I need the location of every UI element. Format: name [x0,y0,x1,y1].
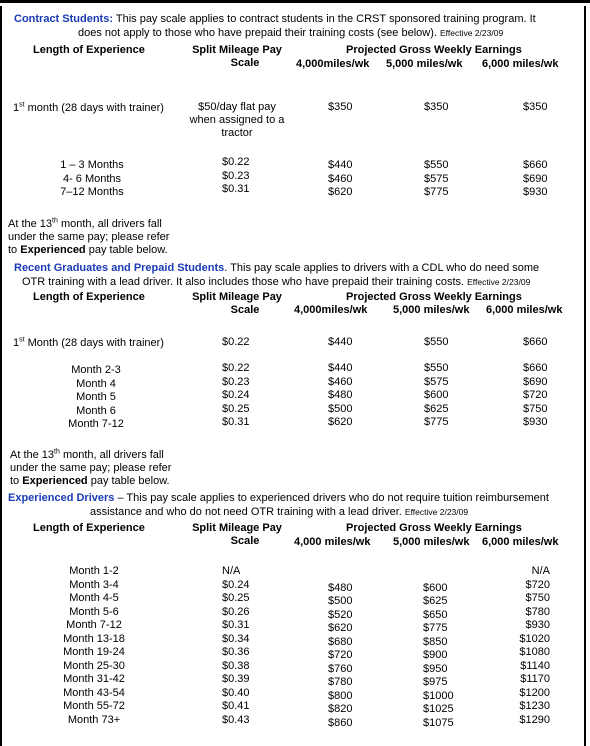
contract-scale-col [222,156,250,197]
experienced-desc1: – This pay scale applies to experienced drivers who do not require tuition reimbursement [114,492,549,504]
recent-label: Month 7-12 [68,418,124,430]
experienced-header-split-line2: Scale [230,535,260,547]
contract-c2: $550 [424,159,449,171]
recent-first-sup: st [19,336,25,344]
recent-c1: $480 [328,389,353,401]
experienced-label: Month 55-72 [63,700,125,712]
experienced-label: Month 19-24 [63,646,125,658]
recent-note-sup: th [54,448,60,456]
experienced-c2: $775 [423,622,448,634]
experienced-scale: $0.34 [222,632,250,645]
experienced-c1: $620 [328,622,353,634]
experienced-c1 [328,568,352,582]
contract-header-c2: 5,000 miles/wk [386,58,463,70]
contract-note-post: month, all drivers fall [57,218,162,230]
contract-scale: $0.22 [222,156,250,168]
experienced-c3: $1080 [519,646,550,658]
experienced-c1: $480 [328,581,353,594]
experienced-c2: $1025 [423,703,454,715]
contract-label: 4- 6 Months [62,172,122,185]
experienced-c3-col [514,565,550,727]
recent-note [10,449,171,488]
recent-label: Month 4 [76,377,116,390]
experienced-header-split-line1: Split Mileage Pay [192,522,282,534]
contract-desc1: This pay scale applies to contract students in the CRST sponsored training program. It [115,13,536,25]
contract-first-c2: $350 [424,101,449,113]
recent-first-month-label [13,337,164,350]
recent-c3: $720 [523,389,548,401]
experienced-intro-line1 [8,492,549,505]
experienced-c2-col [423,568,454,730]
experienced-scale: $0.40 [222,686,250,699]
experienced-c1: $800 [328,689,353,702]
experienced-row-labels [42,565,146,727]
recent-c3-col [523,362,547,430]
recent-c2: $600 [424,389,449,401]
experienced-c3: $1290 [519,713,550,726]
experienced-c1: $720 [328,649,353,661]
experienced-label: Month 31-42 [63,673,125,685]
experienced-label: Month 43-54 [63,686,125,699]
experienced-c2: $1075 [423,716,454,729]
experienced-label: Month 25-30 [63,659,125,672]
recent-c2-col [424,362,448,430]
experienced-c3: $1140 [520,659,550,672]
experienced-title: Experienced Drivers [8,492,115,504]
contract-header-split [178,44,296,70]
experienced-label: Month 1-2 [69,565,119,577]
experienced-scale: $0.31 [222,619,250,631]
recent-first-pre: 1 [13,337,20,349]
contract-note-pre: At the 13 [8,218,53,230]
recent-scale-col [222,362,250,430]
contract-note [8,218,169,257]
contract-header-projected: Projected Gross Weekly Earnings [346,44,522,56]
contract-first-pre: 1 [13,102,20,114]
recent-scale: $0.24 [222,389,250,401]
recent-c2: $775 [424,416,449,428]
recent-header-split [178,291,296,317]
recent-c2: $575 [424,375,449,388]
recent-desc1: . This pay scale applies to drivers with a CDL who do need some [224,262,540,274]
experienced-c2: $950 [423,662,448,675]
contract-c3: $660 [523,159,548,171]
experienced-c1: $860 [328,716,353,729]
recent-effective: Effective 2/23/09 [467,277,531,287]
contract-header-split-line1: Split Mileage Pay [192,44,282,56]
contract-c2: $575 [424,172,449,185]
recent-note-post3: pay table below. [87,475,170,487]
recent-header-length: Length of Experience [33,291,145,303]
contract-header-length: Length of Experience [33,44,145,56]
contract-scale: $0.31 [222,183,250,195]
recent-header-c1: 4,000miles/wk [294,304,368,316]
experienced-c2: $900 [423,649,448,661]
contract-c2-col [424,159,448,200]
experienced-scale: $0.26 [222,605,250,618]
experienced-label: Month 73+ [67,713,121,726]
contract-c1-col [328,159,352,200]
experienced-c1: $520 [328,608,353,621]
contract-desc2: does not apply to those who have prepaid their training costs (see below). [78,27,437,39]
recent-c2: $625 [424,402,449,415]
recent-title: Recent Graduates and Prepaid Students [14,262,225,274]
recent-header-split-line1: Split Mileage Pay [192,291,282,303]
recent-label: Month 6 [76,404,116,417]
recent-first-c2: $550 [424,336,449,348]
top-border [0,0,590,3]
contract-note-post3: pay table below. [85,244,168,256]
experienced-label: Month 4-5 [69,592,119,604]
experienced-label: Month 3-4 [69,578,119,591]
contract-first-c3: $350 [523,101,548,113]
contract-header-c1: 4,000miles/wk [296,58,370,70]
recent-scale: $0.23 [222,375,250,388]
recent-first-scale: $0.22 [222,336,250,348]
recent-c2: $550 [424,362,449,374]
recent-first-c1: $440 [328,336,353,348]
recent-header-projected: Projected Gross Weekly Earnings [346,291,522,303]
recent-scale: $0.22 [222,362,250,374]
contract-c1: $620 [328,186,353,198]
recent-c3: $930 [523,416,548,428]
contract-note-sup: th [52,217,58,225]
contract-header-c3: 6,000 miles/wk [482,58,559,70]
recent-c1-col [328,362,352,430]
experienced-c1: $760 [328,662,353,675]
recent-label: Month 5 [76,391,116,403]
experienced-c1: $500 [328,595,353,607]
recent-c1: $620 [328,416,353,428]
recent-c1: $440 [328,362,353,374]
recent-c3: $660 [523,362,548,374]
contract-first-post: month (28 days with trainer) [24,102,164,114]
contract-header-split-line2: Scale [230,57,260,69]
experienced-c3: $780 [525,605,550,618]
experienced-scale: $0.38 [222,659,250,672]
recent-note-line2: under the same pay; please refer [10,462,172,474]
contract-note-line2: under the same pay; please refer [8,231,170,243]
contract-note-to: to [8,244,21,256]
contract-flat-pay [184,101,290,140]
experienced-header-c1: 4,000 miles/wk [294,536,371,548]
recent-scale: $0.25 [222,402,250,415]
contract-note-experienced: Experienced [20,244,86,256]
experienced-scale: $0.24 [222,578,250,591]
experienced-c3: $1020 [519,632,550,645]
contract-flat-line1: $50/day flat pay [198,101,276,113]
contract-intro-line1 [14,13,536,26]
contract-first-sup: st [19,101,25,109]
contract-label: 1 – 3 Months [60,159,124,171]
recent-scale: $0.31 [222,416,250,428]
experienced-label: Month 7-12 [66,619,122,631]
experienced-scale: $0.43 [222,713,250,726]
recent-row-labels [44,364,148,432]
experienced-c1: $680 [328,635,353,648]
contract-c3: $930 [523,186,548,198]
experienced-intro-line2 [90,506,468,519]
experienced-c3: $1230 [519,700,550,712]
experienced-scale-col [222,565,250,727]
experienced-c1: $820 [328,703,353,715]
experienced-c2 [423,568,454,582]
contract-c3: $690 [523,172,548,185]
contract-row-labels [40,159,144,200]
recent-header-c3: 6,000 miles/wk [486,304,563,316]
experienced-c3: $720 [525,578,550,591]
experienced-header-c3: 6,000 miles/wk [482,536,559,548]
recent-header-c2: 5,000 miles/wk [393,304,470,316]
experienced-c2: $975 [423,676,448,688]
contract-c3-col [523,159,547,200]
recent-intro-line2 [22,276,530,289]
experienced-c2: $625 [423,595,448,607]
experienced-scale: $0.36 [222,646,250,658]
recent-desc2: OTR training with a lead driver. It also includes those who have prepaid their training costs. [22,276,465,288]
recent-c1: $460 [328,375,353,388]
experienced-scale: $0.25 [222,592,250,604]
experienced-scale: $0.39 [222,673,250,685]
contract-c1: $440 [328,159,353,171]
experienced-c2: $850 [423,635,448,648]
contract-effective: Effective 2/23/09 [440,28,504,38]
recent-c1: $500 [328,402,353,415]
experienced-header-split [178,522,296,548]
experienced-c3: $1200 [519,686,550,699]
contract-intro-line2 [78,27,503,40]
contract-first-c1: $350 [328,101,353,113]
experienced-header-c2: 5,000 miles/wk [393,536,470,548]
experienced-scale: N/A [222,565,241,577]
experienced-c2: $600 [423,581,448,594]
experienced-scale: $0.41 [222,700,250,712]
experienced-header-length: Length of Experience [33,522,145,534]
experienced-c3: $930 [525,619,550,631]
experienced-c2: $650 [423,608,448,621]
contract-title: Contract Students: [14,13,113,25]
contract-first-month-label [13,102,164,115]
experienced-label: Month 5-6 [69,605,119,618]
experienced-c1: $780 [328,676,353,688]
experienced-header-projected: Projected Gross Weekly Earnings [346,522,522,534]
contract-c2: $775 [424,186,449,198]
recent-note-to: to [10,475,23,487]
recent-header-split-line2: Scale [230,304,260,316]
recent-note-experienced: Experienced [22,475,88,487]
contract-flat-line2: when assigned to a [189,114,285,126]
experienced-effective: Effective 2/23/09 [404,507,469,517]
recent-first-post: Month (28 days with trainer) [24,337,164,349]
contract-c1: $460 [328,172,353,185]
experienced-c1-col [328,568,352,730]
experienced-c3: N/A [531,565,550,577]
recent-intro-line1 [14,262,539,275]
recent-c3: $750 [523,402,548,415]
contract-label: 7–12 Months [60,186,124,198]
experienced-c3: $750 [525,592,550,604]
experienced-c2: $1000 [423,689,454,702]
recent-c3: $690 [523,375,548,388]
contract-scale: $0.23 [222,169,250,182]
experienced-c3: $1170 [520,673,550,685]
contract-flat-line3: tractor [221,127,253,139]
recent-label: Month 2-3 [71,364,121,376]
recent-note-post: month, all drivers fall [59,449,164,461]
experienced-desc2: assistance and who do not need OTR training with a lead driver. [90,506,402,518]
recent-note-pre: At the 13 [10,449,55,461]
recent-first-c3: $660 [523,336,548,348]
experienced-label: Month 13-18 [63,632,125,645]
